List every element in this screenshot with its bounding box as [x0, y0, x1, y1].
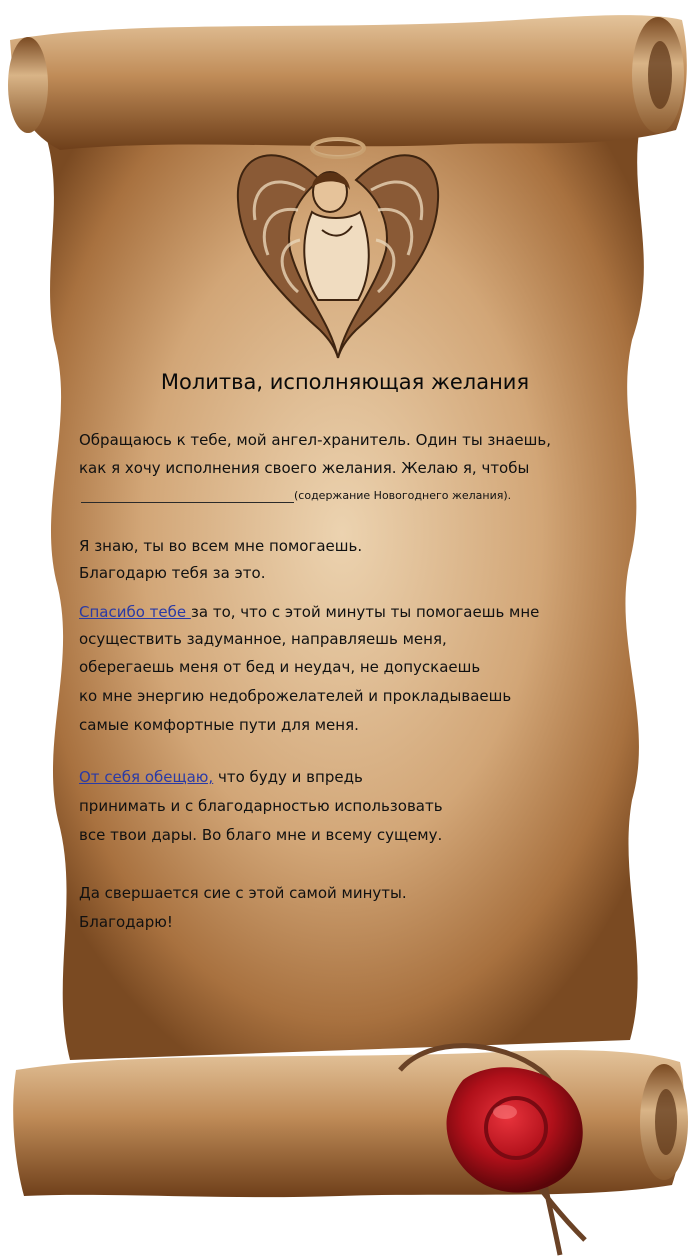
- paragraph-5-line-2: Благодарю!: [79, 913, 173, 931]
- paragraph-4-line-3: все твои дары. Во благо мне и всему сущему.: [79, 826, 443, 844]
- paragraph-1-line-1: Обращаюсь к тебе, мой ангел-хранитель. Один ты знаешь,: [79, 431, 551, 449]
- thanks-link[interactable]: Спасибо тебе: [79, 603, 191, 621]
- wish-note: (содержание Новогоднего желания).: [294, 489, 512, 502]
- paragraph-3-line-3: оберегаешь меня от бед и неудач, не допускаешь: [79, 658, 481, 676]
- promise-link[interactable]: От себя обещаю,: [79, 768, 214, 786]
- paragraph-5-line-1: Да свершается сие с этой самой минуты.: [79, 884, 407, 902]
- paragraph-3-line-2: осуществить задуманное, направляешь меня,: [79, 630, 447, 648]
- paragraph-2-line-2: Благодарю тебя за это.: [79, 564, 266, 582]
- paragraph-3-line-4: ко мне энергию недоброжелателей и прокладываешь: [79, 687, 512, 705]
- paragraph-4-line-1-rest: что буду и впредь: [213, 768, 363, 786]
- paragraph-3-line-1-rest: за то, что с этой минуты ты помогаешь мне: [190, 603, 540, 621]
- page-title: Молитва, исполняющая желания: [160, 370, 530, 394]
- wish-blank-line: [81, 502, 294, 503]
- paragraph-4-line-2: принимать и с благодарностью использовать: [79, 797, 443, 815]
- paragraph-1-line-2: как я хочу исполнения своего желания. Желаю я, чтобы: [79, 459, 530, 477]
- paragraph-2-line-1: Я знаю, ты во всем мне помогаешь.: [79, 537, 363, 555]
- paragraph-4-line-1: [79, 768, 363, 786]
- paragraph-3-line-1: [79, 603, 539, 621]
- paragraph-3-line-5: самые комфортные пути для меня.: [79, 716, 359, 734]
